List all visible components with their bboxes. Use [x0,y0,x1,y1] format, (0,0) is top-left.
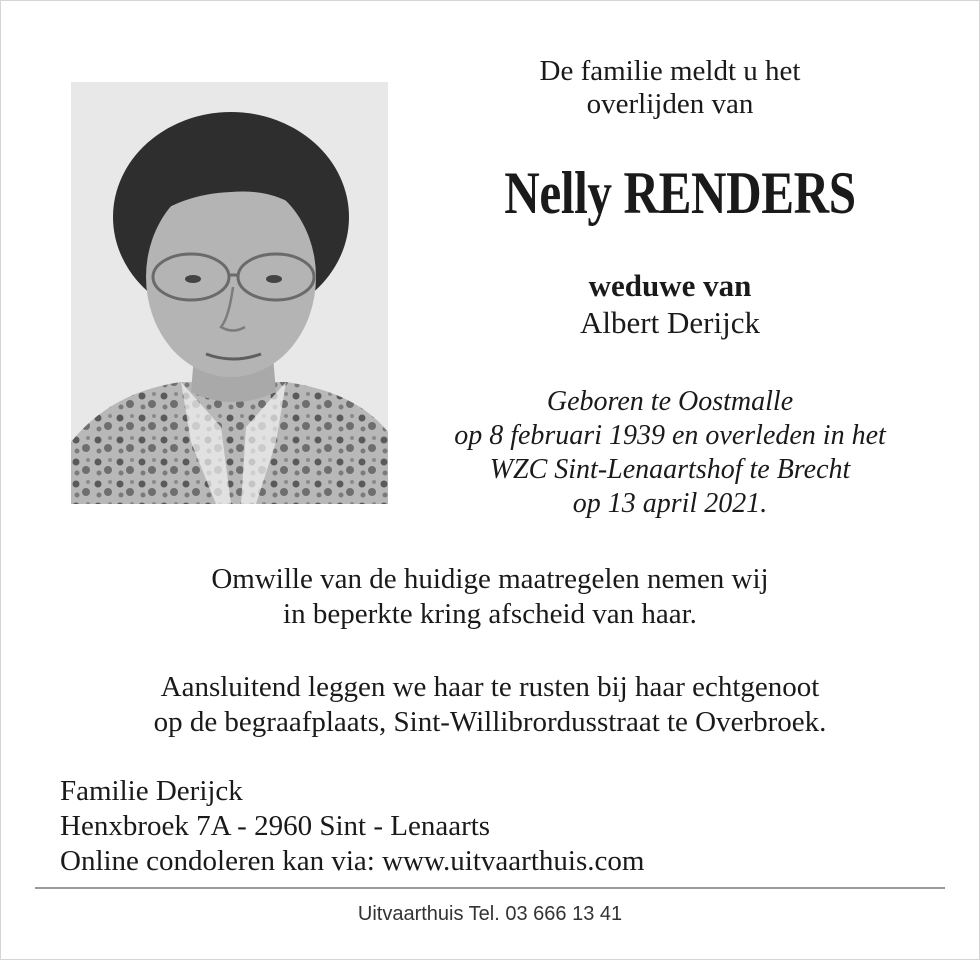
intro-line: De familie meldt u het [539,55,801,87]
birth-death-info [410,385,930,521]
birth-death-line: WZC Sint-Lenaartshof te Brecht [489,454,851,485]
widow-of [460,267,880,341]
burial-paragraph [0,670,980,740]
portrait-photo [71,82,388,504]
family-name: Familie Derijck [60,775,243,807]
funeral-home-footer: Uitvaarthuis Tel. 03 666 13 41 [357,903,623,925]
family-address: Henxbroek 7A - 2960 Sint - Lenaarts [60,810,491,842]
farewell-paragraph [0,562,980,632]
paragraph-line: op de begraafplaats, Sint-Willibrordusstraat te Overbroek. [153,706,827,738]
paragraph-line: Aansluitend leggen we haar te rusten bij haar echtgenoot [160,671,820,703]
birth-death-line: op 8 februari 1939 en overleden in het [454,420,886,451]
condolence-info: Online condoleren kan via: www.uitvaarthuis.com [60,845,645,877]
paragraph-line: in beperkte kring afscheid van haar. [283,598,697,630]
divider [35,887,945,889]
birth-death-line: op 13 april 2021. [572,488,768,519]
paragraph-line: Omwille van de huidige maatregelen nemen wij [211,563,769,595]
intro-line: overlijden van [586,88,754,120]
birth-death-line: Geboren te Oostmalle [546,386,794,417]
intro-text [460,55,880,121]
deceased-name: Nelly RENDERS [504,160,856,226]
portrait-illustration [71,82,388,504]
family-contact [60,774,644,879]
spouse-name: Albert Derijck [580,305,760,340]
widow-label: weduwe van [588,268,752,303]
